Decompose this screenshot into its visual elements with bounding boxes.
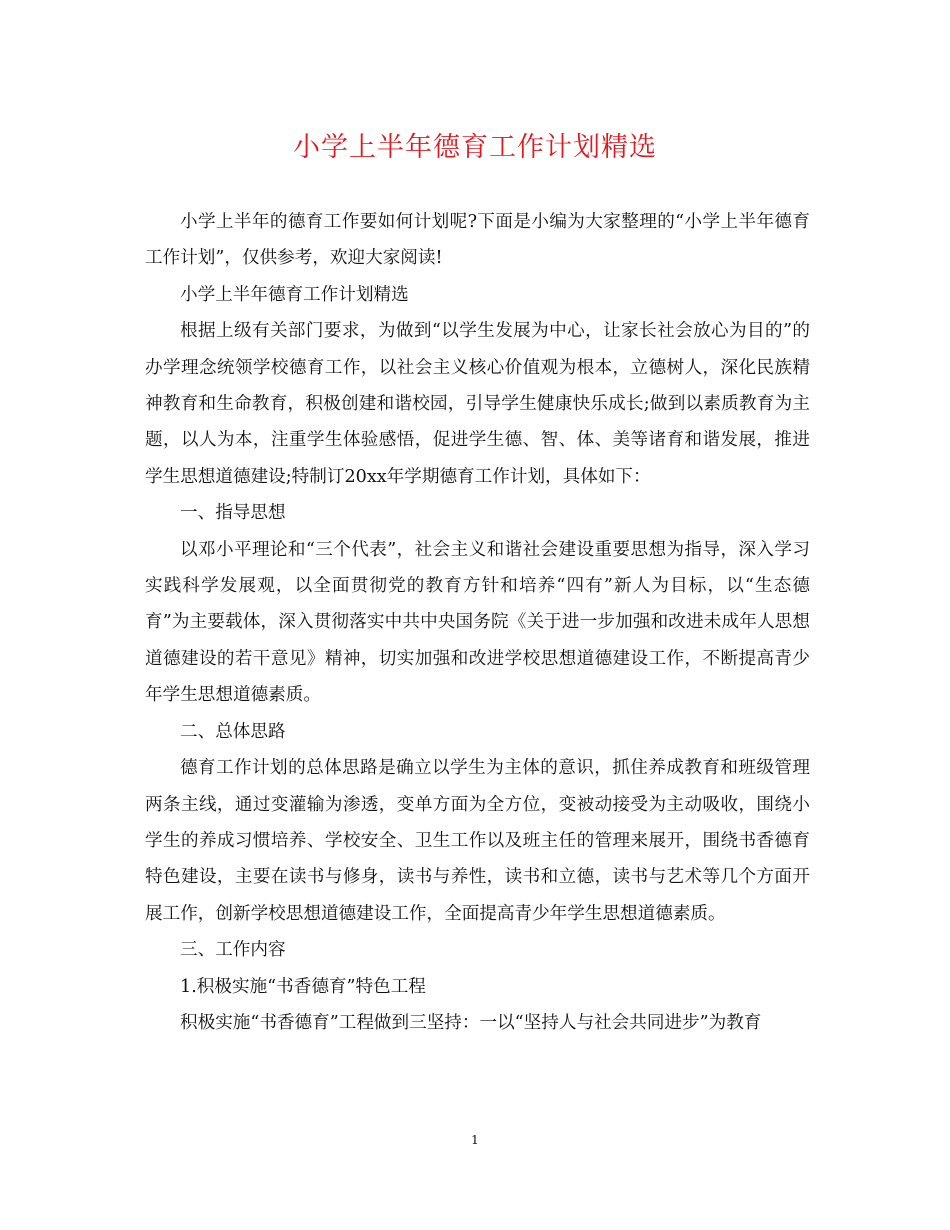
section-heading-overall-approach: 二、总体思路	[180, 721, 286, 742]
paragraph-book-fragrance: 积极实施“书香德育”工程做到三坚持：一以“坚持人与社会共同进步”为教育	[180, 1012, 762, 1033]
paragraph-overall-approach: 德育工作计划的总体思路是确立以学生为主体的意识，抓住养成教育和班级管理两条主线，通过变灌输为渗透，变单方面为全方位，变被动接受为主动吸收，围绕小学生的养成习惯培养、学校安全、卫生工作以及班主任的管理来展开，围绕书香德育特色建设，主要在读书与修身，读书与养性，读书和立德，读书与艺术等几个方面开展工作，创新学校思想道德建设工作，全面提高青少年学生思想道德素质。	[145, 758, 810, 924]
document-title: 小学上半年德育工作计划精选	[293, 132, 657, 163]
subsection-heading-book-fragrance: 1.积极实施“书香德育”特色工程	[180, 976, 426, 997]
paragraph-background: 根据上级有关部门要求，为做到“以学生发展为中心，让家长社会放心为目的”的办学理念统领学校德育工作，以社会主义核心价值观为根本，立德树人，深化民族精神教育和生命教育，积极创建和谐校园，引导学生健康快乐成长;做到以素质教育为主题，以人为本，注重学生体验感悟，促进学生德、智、体、美等诸育和谐发展，推进学生思想道德建设;特制订20xx年学期德育工作计划，具体如下：	[145, 321, 810, 487]
section-heading-work-content: 三、工作内容	[180, 940, 286, 961]
paragraph-intro: 小学上半年的德育工作要如何计划呢?下面是小编为大家整理的“小学上半年德育工作计划”，仅供参考，欢迎大家阅读!	[145, 212, 810, 269]
document-body	[145, 204, 810, 1041]
section-heading-guiding-ideology: 一、指导思想	[180, 503, 286, 524]
paragraph-guiding-ideology: 以邓小平理论和“三个代表”，社会主义和谐社会建设重要思想为指导，深入学习实践科学发展观，以全面贯彻党的教育方针和培养“四有”新人为目标，以“生态德育”为主要载体，深入贯彻落实中共中央国务院《关于进一步加强和改进未成年人思想道德建设的若干意见》精神，切实加强和改进学校思想道德建设工作，不断提高青少年学生思想道德素质。	[145, 539, 810, 706]
page-number: 1	[471, 1133, 479, 1147]
paragraph-subtitle: 小学上半年德育工作计划精选	[180, 284, 409, 305]
